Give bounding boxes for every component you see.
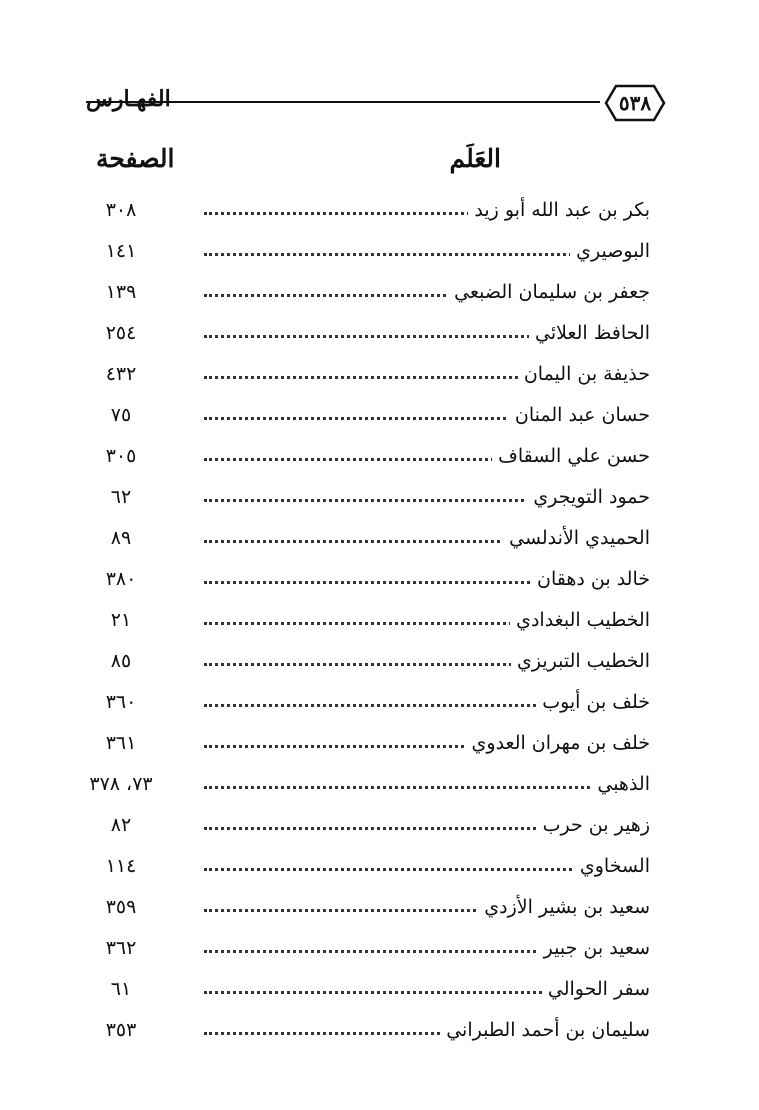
entry-page: ٧٣، ٣٧٨: [89, 773, 153, 795]
entry-name: السخاوي: [574, 855, 650, 877]
entry-name: الحافظ العلائي: [529, 322, 650, 344]
index-entry: [82, 972, 650, 1012]
entry-page: ٢٥٤: [105, 322, 137, 344]
entry-page: ٣٦٢: [105, 937, 137, 959]
index-entry: [82, 316, 650, 356]
index-entry: [82, 808, 650, 848]
entry-name: خلف بن مهران العدوي: [466, 732, 650, 754]
entry-name: سليمان بن أحمد الطبراني: [440, 1019, 650, 1041]
index-entry: [82, 398, 650, 438]
entry-page: ١٤١: [105, 240, 137, 262]
page-number: ٥٣٨: [618, 91, 652, 115]
running-header-title: الفهـارس: [86, 86, 171, 112]
entry-page: ٢١: [110, 609, 132, 631]
entry-page: ٤٣٢: [105, 363, 137, 385]
index-entry: [82, 562, 650, 602]
entry-page: ٣٠٨: [105, 199, 137, 221]
index-entry: [82, 767, 650, 807]
index-entry: [82, 357, 650, 397]
page-number-badge: [604, 84, 666, 122]
entry-name: سعيد بن بشير الأزدي: [478, 896, 650, 918]
column-heading-name: العَلَم: [449, 144, 501, 173]
index-entry: [82, 193, 650, 233]
entry-page: ٣٠٥: [105, 445, 137, 467]
entry-page: ٣٦٠: [105, 691, 137, 713]
entry-name: البوصيري: [570, 240, 650, 262]
index-entry: [82, 480, 650, 520]
entry-name: الخطيب التبريزي: [511, 650, 650, 672]
entry-name: حذيفة بن اليمان: [518, 363, 650, 385]
entry-page: ٣٥٣: [105, 1019, 137, 1041]
index-entry: [82, 439, 650, 479]
entry-name: حسان عبد المنان: [509, 404, 650, 426]
index-entry: [82, 726, 650, 766]
entry-page: ٨٩: [110, 527, 132, 549]
entry-name: خالد بن دهقان: [531, 568, 650, 590]
entry-name: بكر بن عبد الله أبو زيد: [468, 199, 650, 221]
index-entry: [82, 1013, 650, 1053]
header-rule: [86, 101, 600, 103]
entry-name: الحميدي الأندلسي: [503, 527, 650, 549]
index-entry: [82, 931, 650, 971]
entry-name: زهير بن حرب: [537, 814, 650, 836]
entry-page: ٣٥٩: [105, 896, 137, 918]
entry-name: الذهبي: [591, 773, 650, 795]
entry-page: ٣٨٠: [105, 568, 137, 590]
column-heading-page: الصفحة: [96, 144, 175, 173]
entry-page: ٦٢: [110, 486, 132, 508]
entry-name: حسن علي السقاف: [492, 445, 650, 467]
entry-name: حمود التويجري: [527, 486, 650, 508]
entry-name: خلف بن أيوب: [536, 691, 650, 713]
entry-page: ٨٥: [110, 650, 132, 672]
entry-page: ٣٦١: [105, 732, 137, 754]
entry-page: ٧٥: [110, 404, 132, 426]
entry-page: ٨٢: [110, 814, 132, 836]
entry-name: سعيد بن جبير: [538, 937, 650, 959]
index-entry: [82, 275, 650, 315]
leader-dots: [204, 786, 650, 789]
entry-page: ١٣٩: [105, 281, 137, 303]
index-entry: [82, 234, 650, 274]
index-entry: [82, 644, 650, 684]
index-entry: [82, 849, 650, 889]
index-entry: [82, 890, 650, 930]
entry-page: ١١٤: [105, 855, 137, 877]
index-entry: [82, 685, 650, 725]
index-entry: [82, 521, 650, 561]
entry-name: جعفر بن سليمان الضبعي: [448, 281, 650, 303]
entry-page: ٦١: [110, 978, 132, 1000]
entry-name: سفر الحوالي: [542, 978, 650, 1000]
index-entry: [82, 603, 650, 643]
entry-name: الخطيب البغدادي: [510, 609, 650, 631]
